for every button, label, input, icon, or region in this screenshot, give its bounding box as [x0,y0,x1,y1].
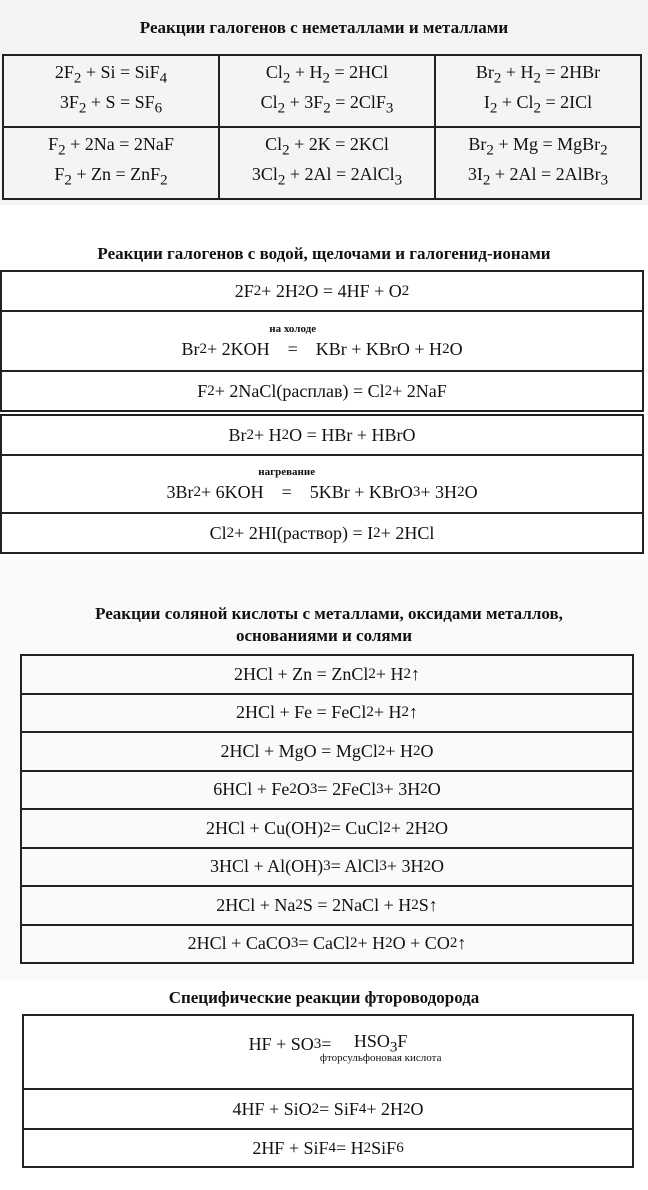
section3-row: 2HCl + Cu(OH) 2 = CuCl 2 + 2H 2 O [20,808,634,849]
section3-row: 2HCl + Fe = FeCl 2 + H 2 ↑ [20,693,634,734]
section2-row: F 2 + 2NaCl(расплав) = Cl 2 + 2NaF [0,370,644,412]
section4-row: 2HF + SiF 4 = H 2 SiF 6 [22,1128,634,1168]
section1-table [2,54,642,200]
section1-cell: $Cl_2 + H_2 = 2HCl$ $Cl_2 + 3F_2 = 2ClF_3$ [219,55,435,127]
section1-title: Реакции галогенов с неметаллами и металлами [139,18,509,37]
section1-cell: $Br_2 + Mg$ = MgBr$_2$ $3I_2 + 2Al$ = 2AlBr$_3$ [435,127,641,199]
section3-row: 3HCl + Al(OH) 3 = AlCl 3 + 3H 2 O [20,847,634,888]
section1-row [3,127,641,199]
section1-row [3,55,641,127]
section3-row: 6HCl + Fe 2 O 3 = 2FeCl 3 + 3H 2 O [20,770,634,811]
section2-row: 2F 2 + 2H 2 O = 4HF + O 2 [0,270,644,312]
section1-cell: $F_2 + 2Na = 2NaF$ $F_2 + Zn = ZnF_2$ [3,127,219,199]
section2-title: Реакции галогенов с водой, щелочами и галогенид-ионами [97,244,551,263]
section4-title: Специфические реакции фтороводорода [168,988,480,1007]
section3-title-line2: основаниями и солями [236,626,412,645]
section4-row: HF + SO 3 = $HSO_3F$ фторсульфоновая кислота [22,1014,634,1090]
section3-row: 2HCl + CaCO 3 = CaCl 2 + H 2 O + CO 2 ↑ [20,924,634,965]
section2-row: Br 2 + H 2 O = HBr + HBrO [0,414,644,456]
section1-cell: $Cl_2 + 2K = 2KCl$ $3Cl_2 + 2Al$ = 2AlCl$_3$ [219,127,435,199]
section3-row: 2HCl + MgO = MgCl 2 + H 2 O [20,731,634,772]
section1-cell: $Br_2 + H_2 = 2HBr$ $I_2 + Cl_2 = 2ICl$ [435,55,641,127]
section3-row: 2HCl + Na 2 S = 2NaCl + H 2 S↑ [20,885,634,926]
section3-row: 2HCl + Zn = ZnCl 2 + H 2 ↑ [20,654,634,695]
section2-row: Br 2 + 2KOH = на холоде KBr + KBrO + H 2 O [0,310,644,372]
section1-cell: $2F_2 + Si = SiF_4$ $3F_2 + S = SF_6$ [3,55,219,127]
section3-title-line1: Реакции соляной кислоты с металлами, оксидами металлов, [95,604,563,623]
section2-row: Cl 2 + 2HI(раствор) = I 2 + 2HCl [0,512,644,554]
section2-row: 3Br 2 + 6KOH = нагревание 5KBr + KBrO 3 + 3H 2 O [0,454,644,514]
section4-row: 4HF + SiO 2 = SiF 4 + 2H 2 O [22,1088,634,1130]
